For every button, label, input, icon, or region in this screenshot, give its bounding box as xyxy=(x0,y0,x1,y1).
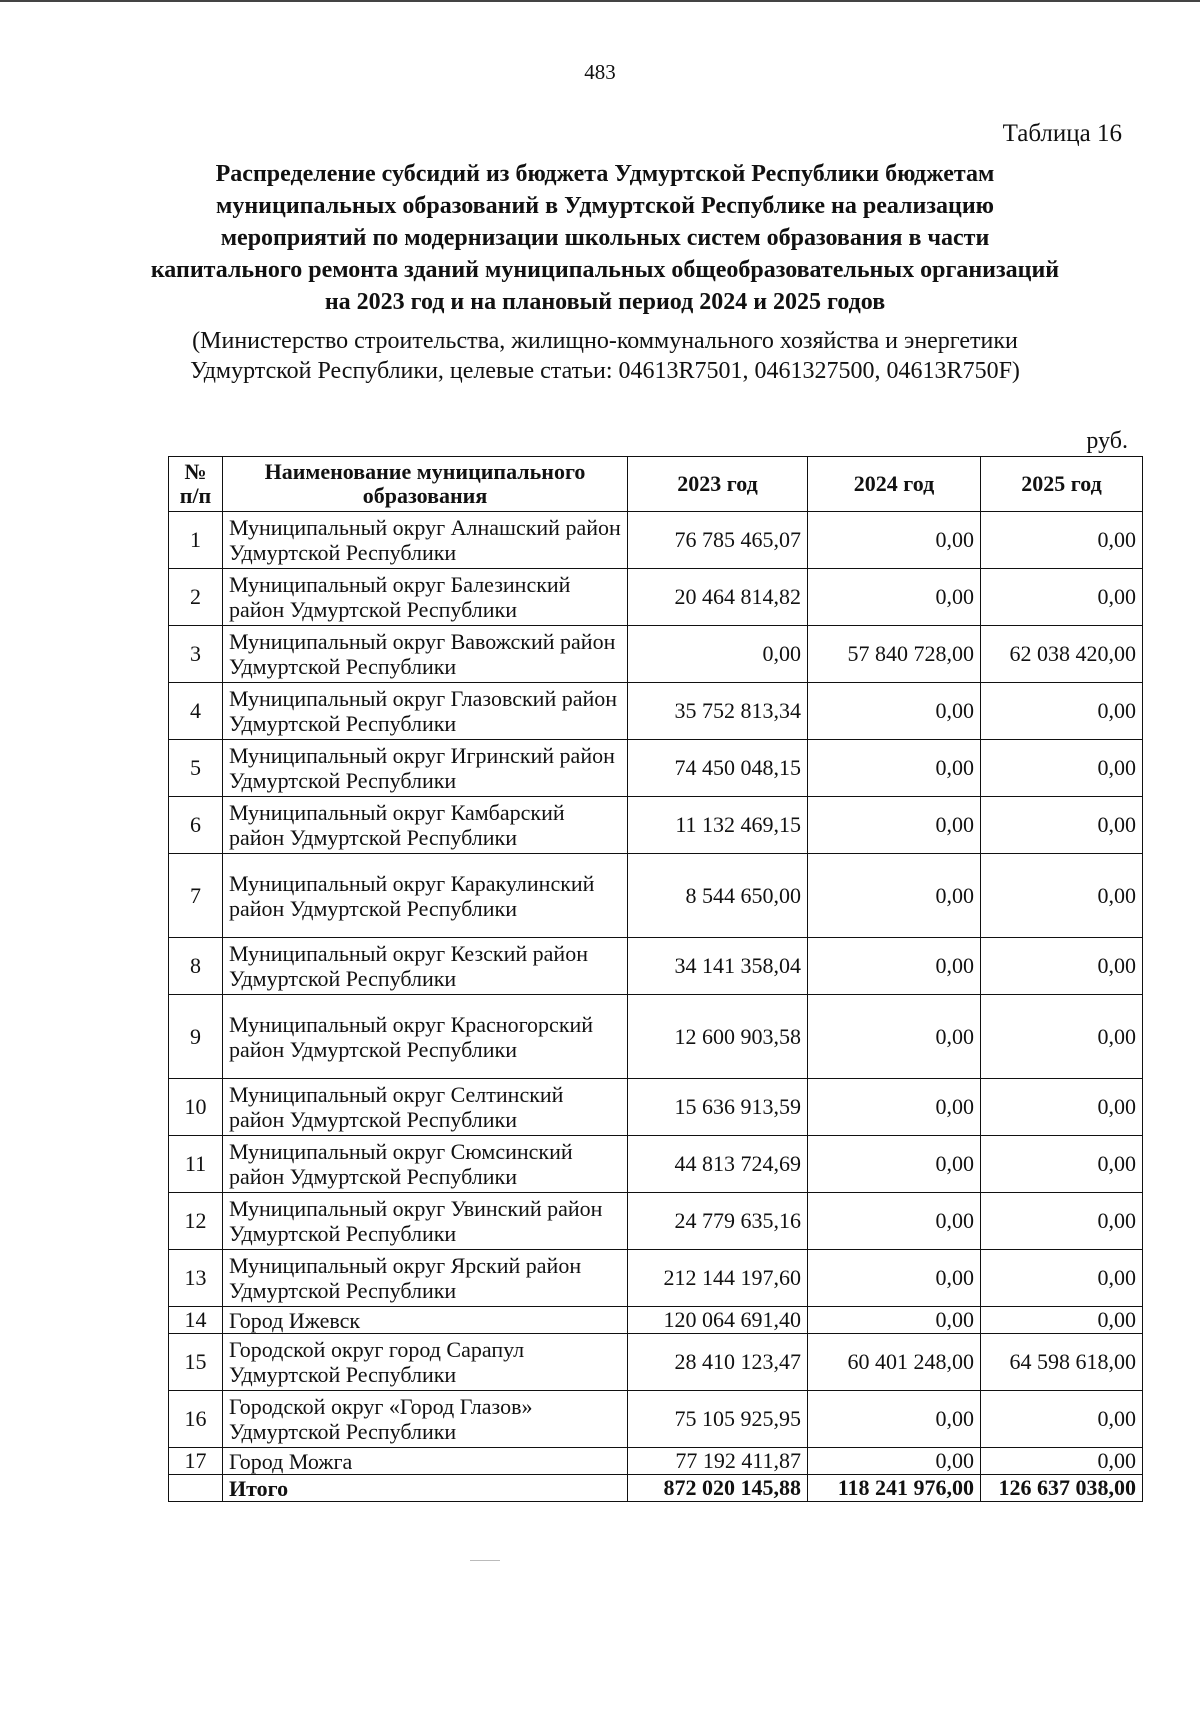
cell-y2025: 0,00 xyxy=(981,797,1143,854)
cell-num: 1 xyxy=(169,512,223,569)
table-header-row xyxy=(169,457,1143,512)
total-cell-num xyxy=(169,1475,223,1502)
cell-y2025: 64 598 618,00 xyxy=(981,1334,1143,1391)
cell-name: Муниципальный округ Ярский район Удмуртской Республики xyxy=(223,1250,628,1307)
cell-y2024: 0,00 xyxy=(808,1448,981,1475)
cell-y2025: 0,00 xyxy=(981,1193,1143,1250)
cell-y2023: 120 064 691,40 xyxy=(628,1307,808,1334)
cell-num: 7 xyxy=(169,854,223,938)
table-row xyxy=(169,1391,1143,1448)
cell-y2025: 0,00 xyxy=(981,1448,1143,1475)
cell-y2023: 35 752 813,34 xyxy=(628,683,808,740)
scan-top-border xyxy=(0,0,1200,2)
cell-y2025: 0,00 xyxy=(981,683,1143,740)
table-row xyxy=(169,1307,1143,1334)
header-name: Наименование муниципального образования xyxy=(223,457,628,512)
cell-y2024: 0,00 xyxy=(808,740,981,797)
cell-y2025: 0,00 xyxy=(981,938,1143,995)
cell-y2024: 0,00 xyxy=(808,797,981,854)
cell-name: Муниципальный округ Алнашский район Удмуртской Республики xyxy=(223,512,628,569)
cell-name: Муниципальный округ Камбарский район Удмуртской Республики xyxy=(223,797,628,854)
cell-y2023: 15 636 913,59 xyxy=(628,1079,808,1136)
table-row xyxy=(169,995,1143,1079)
document-subtitle: (Министерство строительства, жилищно-коммунального хозяйства и энергетики Удмуртской Республики, целевые статьи: 04613R7501, 0461327500, 04613R750F) xyxy=(190,328,1020,384)
cell-y2023: 34 141 358,04 xyxy=(628,938,808,995)
cell-y2024: 0,00 xyxy=(808,1391,981,1448)
cell-y2023: 12 600 903,58 xyxy=(628,995,808,1079)
cell-name: Муниципальный округ Каракулинский район Удмуртской Республики xyxy=(223,854,628,938)
header-2023: 2023 год xyxy=(628,457,808,512)
cell-y2023: 212 144 197,60 xyxy=(628,1250,808,1307)
table-row xyxy=(169,1334,1143,1391)
cell-y2025: 0,00 xyxy=(981,1307,1143,1334)
header-2025: 2025 год xyxy=(981,457,1143,512)
document-title: Распределение субсидий из бюджета Удмуртской Республики бюджетам муниципальных образований в Удмуртской Республике на реализацию мероприятий по модернизации школьных систем образования в части капитального ремонта зданий муниципальных общеобразовательных организаций на 2023 год и на плановый период 2024 и 2025 годов xyxy=(150,161,1060,315)
cell-y2023: 11 132 469,15 xyxy=(628,797,808,854)
cell-name: Городской округ город Сарапул Удмуртской Республики xyxy=(223,1334,628,1391)
cell-num: 9 xyxy=(169,995,223,1079)
cell-num: 8 xyxy=(169,938,223,995)
table-row xyxy=(169,1193,1143,1250)
cell-name: Муниципальный округ Игринский район Удмуртской Республики xyxy=(223,740,628,797)
table-row xyxy=(169,1136,1143,1193)
cell-y2025: 0,00 xyxy=(981,995,1143,1079)
cell-y2025: 0,00 xyxy=(981,512,1143,569)
total-cell-y2025: 126 637 038,00 xyxy=(981,1475,1143,1502)
scan-mark xyxy=(470,1560,500,1561)
total-cell-y2024: 118 241 976,00 xyxy=(808,1475,981,1502)
table-row xyxy=(169,683,1143,740)
cell-y2024: 0,00 xyxy=(808,995,981,1079)
cell-y2025: 0,00 xyxy=(981,740,1143,797)
cell-name: Муниципальный округ Глазовский район Удмуртской Республики xyxy=(223,683,628,740)
table-row xyxy=(169,1250,1143,1307)
table-row xyxy=(169,512,1143,569)
cell-y2025: 0,00 xyxy=(981,854,1143,938)
cell-name: Город Можга xyxy=(223,1448,628,1475)
cell-num: 11 xyxy=(169,1136,223,1193)
cell-num: 2 xyxy=(169,569,223,626)
cell-y2024: 0,00 xyxy=(808,512,981,569)
cell-name: Муниципальный округ Увинский район Удмуртской Республики xyxy=(223,1193,628,1250)
table-row xyxy=(169,740,1143,797)
cell-y2025: 0,00 xyxy=(981,1079,1143,1136)
table-row xyxy=(169,1448,1143,1475)
cell-num: 13 xyxy=(169,1250,223,1307)
cell-num: 4 xyxy=(169,683,223,740)
cell-name: Муниципальный округ Кезский район Удмуртской Республики xyxy=(223,938,628,995)
cell-num: 15 xyxy=(169,1334,223,1391)
cell-y2023: 28 410 123,47 xyxy=(628,1334,808,1391)
cell-y2023: 44 813 724,69 xyxy=(628,1136,808,1193)
table-label: Таблица 16 xyxy=(1002,120,1122,147)
cell-y2024: 0,00 xyxy=(808,1079,981,1136)
table-body xyxy=(169,512,1143,1502)
cell-y2023: 24 779 635,16 xyxy=(628,1193,808,1250)
cell-num: 6 xyxy=(169,797,223,854)
cell-y2025: 0,00 xyxy=(981,1250,1143,1307)
cell-num: 10 xyxy=(169,1079,223,1136)
cell-y2025: 62 038 420,00 xyxy=(981,626,1143,683)
page-number: 483 xyxy=(584,60,616,84)
cell-y2024: 57 840 728,00 xyxy=(808,626,981,683)
cell-name: Муниципальный округ Красногорский район Удмуртской Республики xyxy=(223,995,628,1079)
cell-name: Муниципальный округ Селтинский район Удмуртской Республики xyxy=(223,1079,628,1136)
cell-y2023: 20 464 814,82 xyxy=(628,569,808,626)
cell-y2023: 74 450 048,15 xyxy=(628,740,808,797)
total-row xyxy=(169,1475,1143,1502)
subsidy-table xyxy=(168,456,1143,1502)
table-row xyxy=(169,938,1143,995)
table-row xyxy=(169,854,1143,938)
cell-num: 12 xyxy=(169,1193,223,1250)
cell-y2025: 0,00 xyxy=(981,1391,1143,1448)
cell-y2023: 8 544 650,00 xyxy=(628,854,808,938)
total-cell-y2023: 872 020 145,88 xyxy=(628,1475,808,1502)
cell-name: Город Ижевск xyxy=(223,1307,628,1334)
cell-y2023: 75 105 925,95 xyxy=(628,1391,808,1448)
header-2024: 2024 год xyxy=(808,457,981,512)
cell-name: Муниципальный округ Вавожский район Удмуртской Республики xyxy=(223,626,628,683)
cell-y2025: 0,00 xyxy=(981,1136,1143,1193)
cell-num: 3 xyxy=(169,626,223,683)
cell-y2024: 0,00 xyxy=(808,1193,981,1250)
cell-y2024: 60 401 248,00 xyxy=(808,1334,981,1391)
cell-name: Городской округ «Город Глазов» Удмуртской Республики xyxy=(223,1391,628,1448)
cell-num: 14 xyxy=(169,1307,223,1334)
total-cell-name: Итого xyxy=(223,1475,628,1502)
cell-num: 16 xyxy=(169,1391,223,1448)
cell-y2024: 0,00 xyxy=(808,1136,981,1193)
cell-y2025: 0,00 xyxy=(981,569,1143,626)
header-num: № п/п xyxy=(169,457,223,512)
cell-y2023: 77 192 411,87 xyxy=(628,1448,808,1475)
cell-y2024: 0,00 xyxy=(808,683,981,740)
cell-y2023: 0,00 xyxy=(628,626,808,683)
cell-name: Муниципальный округ Сюмсинский район Удмуртской Республики xyxy=(223,1136,628,1193)
cell-y2023: 76 785 465,07 xyxy=(628,512,808,569)
currency-unit: руб. xyxy=(1086,428,1128,454)
table-row xyxy=(169,797,1143,854)
table-row xyxy=(169,626,1143,683)
cell-y2024: 0,00 xyxy=(808,1250,981,1307)
cell-y2024: 0,00 xyxy=(808,938,981,995)
cell-num: 17 xyxy=(169,1448,223,1475)
table-row xyxy=(169,1079,1143,1136)
cell-y2024: 0,00 xyxy=(808,854,981,938)
cell-name: Муниципальный округ Балезинский район Удмуртской Республики xyxy=(223,569,628,626)
cell-num: 5 xyxy=(169,740,223,797)
table-row xyxy=(169,569,1143,626)
cell-y2024: 0,00 xyxy=(808,1307,981,1334)
cell-y2024: 0,00 xyxy=(808,569,981,626)
